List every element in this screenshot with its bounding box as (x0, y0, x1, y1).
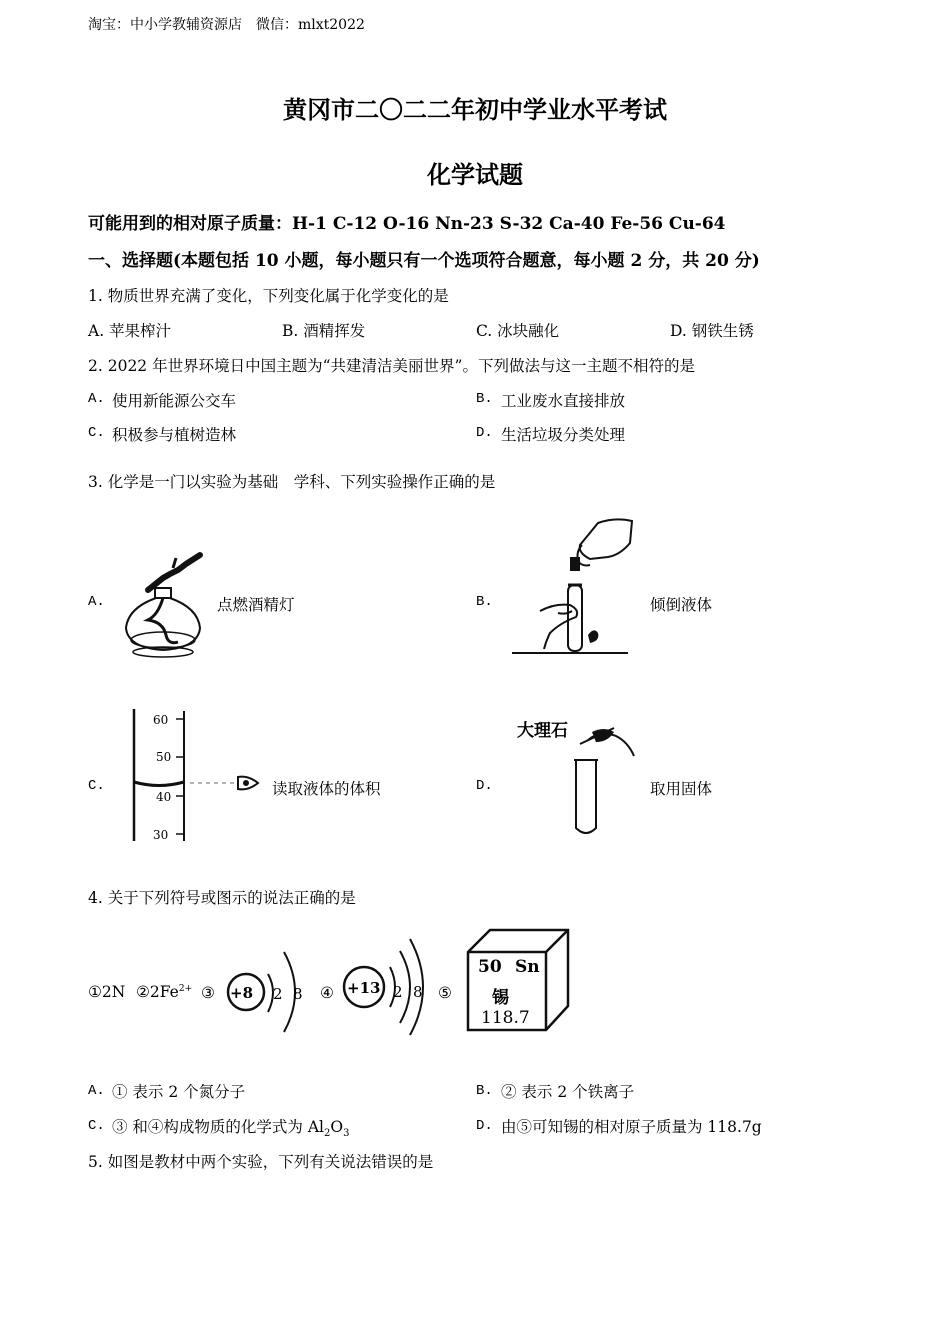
cylinder-tick-30: 30 (153, 828, 169, 842)
q3-letter-b: B. (476, 594, 493, 610)
q3-letter-a: A. (88, 594, 105, 610)
q2-option-c: 积极参与植树造林 (112, 426, 237, 444)
question-4-stem: 4. 关于下列符号或图示的说法正确的是 (88, 889, 356, 907)
q4-letter-b: B. (476, 1083, 493, 1099)
tin-mass: 118.7 (481, 1008, 530, 1028)
q3-caption-c: 读取液体的体积 (272, 780, 381, 798)
section-heading: 一、选择题(本题包括 10 小题，每小题只有一个选项符合题意，每小题 2 分，共 20 分) (88, 251, 760, 271)
tin-atomic-number: 50 (478, 957, 502, 977)
question-1-stem: 1. 物质世界充满了变化，下列变化属于化学变化的是 (88, 287, 449, 305)
q2-option-b: 工业废水直接排放 (501, 392, 626, 410)
q3-caption-d: 取用固体 (650, 780, 713, 798)
marble-label: 大理石 (517, 721, 568, 741)
q3-caption-a: 点燃酒精灯 (217, 596, 295, 614)
symbol-2fe-ion: $②2Fe^{2+}$ (136, 983, 193, 1001)
question-5-stem: 5. 如图是教材中两个实验，下列有关说法错误的是 (88, 1153, 434, 1171)
number-4: ④ (320, 984, 334, 1002)
alcohol-lamp-icon (118, 550, 208, 660)
q4-letter-c: C. (88, 1118, 105, 1134)
atomic-masses: 可能用到的相对原子质量：H-1 C-12 O-16 Nn-23 S-32 Ca-40 Fe-56 Cu-64 (88, 214, 726, 234)
oxygen-shell-1: 2 (273, 985, 283, 1003)
number-5: ⑤ (438, 984, 452, 1002)
q1-option-c: C. 冰块融化 (476, 322, 560, 340)
cylinder-tick-40: 40 (156, 790, 172, 804)
q4-option-a: ① 表示 2 个氮分子 (112, 1083, 246, 1101)
q2-option-a: 使用新能源公交车 (112, 392, 237, 410)
q2-option-d: 生活垃圾分类处理 (501, 426, 626, 444)
q4-option-b: ② 表示 2 个铁离子 (501, 1083, 635, 1101)
q2-letter-d: D. (476, 425, 493, 441)
aluminium-nucleus: +13 (347, 979, 381, 997)
question-2-stem: 2. 2022 年世界环境日中国主题为“共建清洁美丽世界”。下列做法与这一主题不相符的是 (88, 357, 695, 375)
q3-caption-b: 倾倒液体 (650, 596, 713, 614)
q2-letter-b: B. (476, 391, 493, 407)
pouring-liquid-icon (510, 515, 640, 660)
q4-option-d: 由⑤可知锡的相对原子质量为 118.7g (501, 1118, 762, 1136)
cylinder-tick-60: 60 (153, 713, 169, 727)
cylinder-tick-50: 50 (156, 750, 172, 764)
number-3: ③ (201, 984, 215, 1002)
oxygen-shell-2: 8 (293, 985, 303, 1003)
q2-letter-c: C. (88, 425, 105, 441)
q1-option-b: B. 酒精挥发 (282, 322, 366, 340)
q4-option-c: ③ 和④构成物质的化学式为 $Al_2O_3$ (112, 1118, 350, 1140)
graduated-cylinder-icon (120, 705, 270, 845)
aluminium-shell-2: 8 (413, 983, 423, 1001)
tin-symbol: Sn (515, 957, 540, 977)
q1-option-a: A. 苹果榨汁 (88, 322, 172, 340)
tin-name: 锡 (492, 988, 509, 1008)
symbol-2n: ①2N (88, 983, 126, 1001)
exam-subtitle: 化学试题 (427, 160, 523, 189)
exam-title: 黄冈市二〇二二年初中学业水平考试 (283, 95, 667, 124)
q3-letter-d: D. (476, 778, 493, 794)
oxygen-nucleus: +8 (230, 984, 254, 1002)
q4-letter-d: D. (476, 1118, 493, 1134)
q4-letter-a: A. (88, 1083, 105, 1099)
q3-letter-c: C. (88, 778, 105, 794)
header-note: 淘宝：中小学教辅资源店 微信：mlxt2022 (88, 17, 365, 33)
aluminium-shell-1: 2 (393, 983, 403, 1001)
q1-option-d: D. 钢铁生锈 (670, 322, 754, 340)
q2-letter-a: A. (88, 391, 105, 407)
question-3-stem: 3. 化学是一门以实验为基础 学科、下列实验操作正确的是 (88, 473, 496, 491)
